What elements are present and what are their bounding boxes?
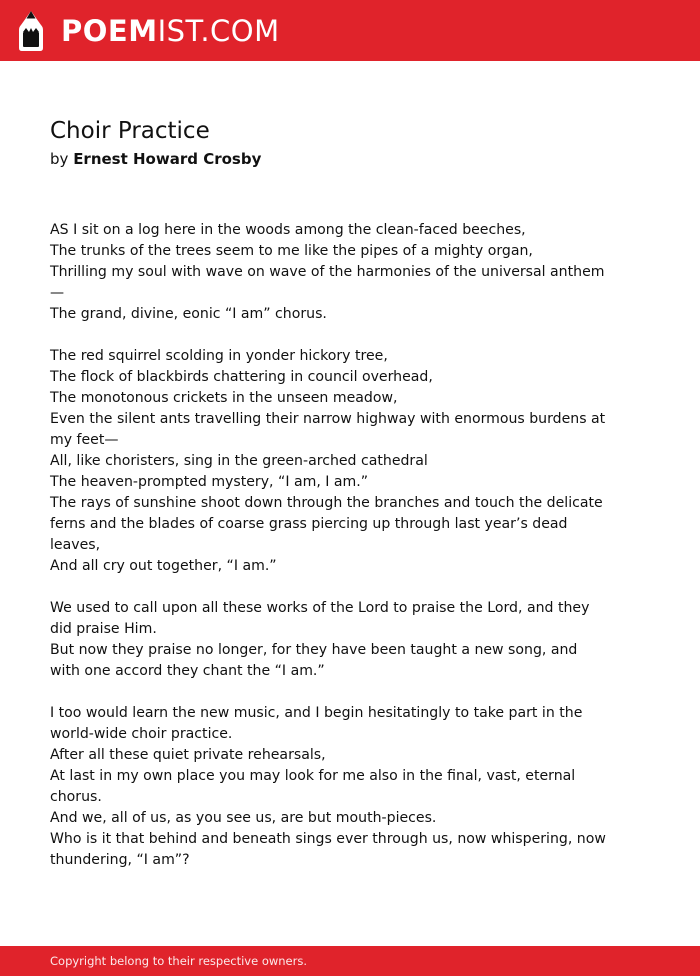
poem-line: We used to call upon all these works of the Lord to praise the Lord, and they did praise Him. (50, 600, 590, 637)
poem-line: AS I sit on a log here in the woods among the clean-faced beeches, (50, 222, 526, 238)
poem-line: Even the silent ants travelling their narrow highway with enormous burdens at my feet— (50, 411, 606, 448)
poem-body (50, 220, 610, 871)
poem-line: At last in my own place you may look for me also in the final, vast, eternal chorus. (50, 768, 576, 805)
poem-byline (50, 146, 610, 172)
poem-line: The trunks of the trees seem to me like the pipes of a mighty organ, (50, 243, 533, 259)
poem-line: The flock of blackbirds chattering in council overhead, (50, 369, 433, 385)
site-logo[interactable] (18, 10, 280, 52)
stanza (50, 346, 610, 577)
poem-line: The monotonous crickets in the unseen meadow, (50, 390, 398, 406)
poem-line: But now they praise no longer, for they have been taught a new song, and with one accord they chant the “I am.” (50, 642, 578, 679)
copyright-text: Copyright belong to their respective owners. (50, 954, 308, 968)
poem-content (50, 116, 610, 892)
poem-line: And we, all of us, as you see us, are but mouth-pieces. (50, 810, 437, 826)
stanza (50, 220, 610, 325)
poem-title: Choir Practice (50, 118, 210, 144)
logo-light-text: IST.COM (157, 14, 280, 48)
poem-line: The heaven-prompted mystery, “I am, I am.” (50, 474, 369, 490)
poem-line: After all these quiet private rehearsals, (50, 747, 326, 763)
poem-line: All, like choristers, sing in the green-arched cathedral (50, 453, 428, 469)
poem-line: The rays of sunshine shoot down through the branches and touch the delicate ferns and the blades of coarse grass piercing up through last year’s dead leaves, (50, 495, 603, 553)
site-header (0, 0, 700, 61)
poem-line: And all cry out together, “I am.” (50, 558, 277, 574)
logo-wordmark (61, 10, 280, 52)
stanza (50, 703, 610, 871)
stanza (50, 598, 610, 682)
site-footer (0, 946, 700, 976)
poem-line: I too would learn the new music, and I begin hesitatingly to take part in the world-wide choir practice. (50, 705, 583, 742)
poem-line: The red squirrel scolding in yonder hickory tree, (50, 348, 388, 364)
author-name: Ernest Howard Crosby (73, 150, 262, 168)
poem-line: The grand, divine, eonic “I am” chorus. (50, 306, 327, 322)
poem-line: Thrilling my soul with wave on wave of the harmonies of the universal anthem— (50, 264, 605, 301)
logo-bold-text: POEM (61, 14, 158, 48)
by-label: by (50, 150, 69, 168)
pencil-icon (18, 10, 44, 52)
poem-line: Who is it that behind and beneath sings ever through us, now whispering, now thundering, “I am”? (50, 831, 606, 868)
